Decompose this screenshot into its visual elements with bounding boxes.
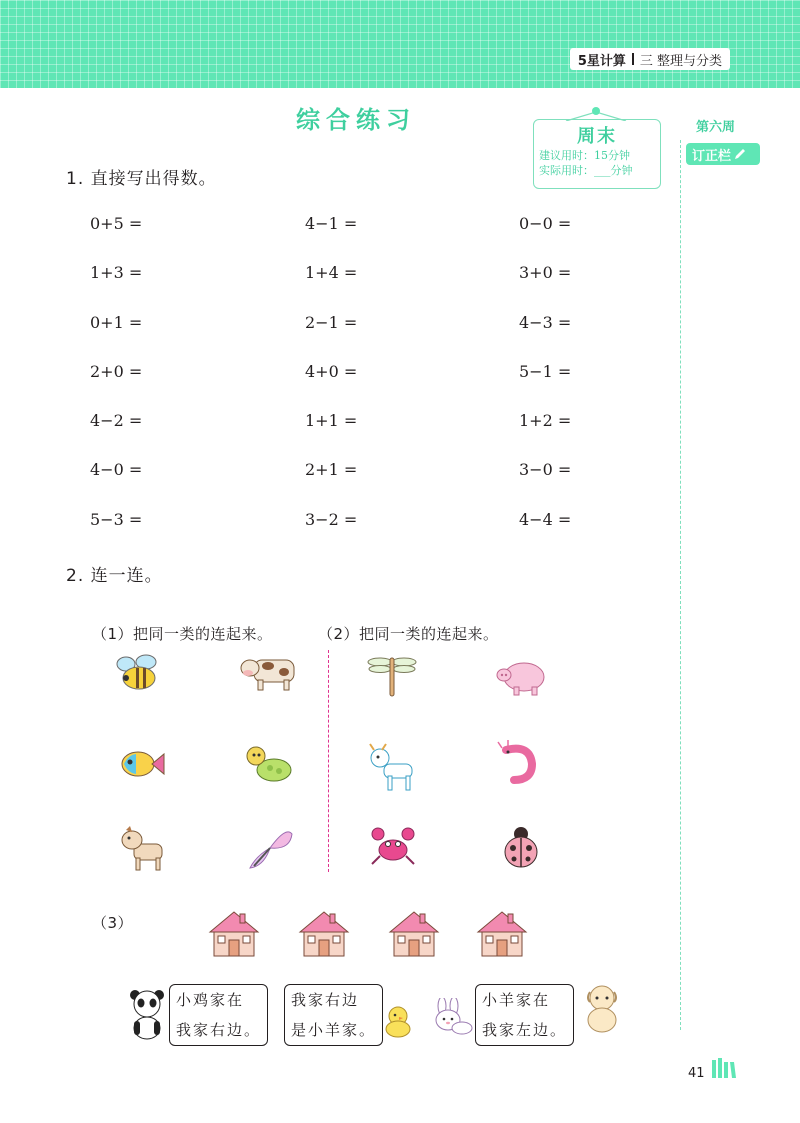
equation: 5−1 = [519, 362, 572, 381]
series-tab [570, 48, 730, 70]
actual-time: 实际用时：___分钟 [539, 164, 633, 177]
header-band [0, 0, 800, 88]
bubble-line: 小鸡家在 [176, 991, 245, 1009]
section-title: 综合练习 [296, 106, 416, 134]
equation: 4−1 = [305, 214, 358, 233]
equation: 3−2 = [305, 510, 358, 529]
equation: 0+1 = [90, 313, 143, 332]
bubble-line: 小羊家在 [482, 991, 551, 1009]
equation: 4−0 = [90, 460, 143, 479]
brand-label: 5星计算 [577, 53, 626, 69]
equation: 2+0 = [90, 362, 143, 381]
house-icon [388, 908, 440, 958]
speech-bubble [284, 984, 383, 1046]
shrimp-icon [496, 740, 542, 786]
chick-icon [382, 1004, 414, 1038]
sidebar-divider [680, 140, 681, 1030]
q1-heading: 1. 直接写出得数。 [66, 169, 217, 189]
horse-icon [118, 824, 168, 874]
equation: 3−0 = [519, 460, 572, 479]
pencil-icon [733, 147, 747, 161]
equation: 4−2 = [90, 411, 143, 430]
bee-icon [112, 650, 162, 694]
separator [632, 53, 634, 65]
part1-heading: （1）把同一类的连起来。 [92, 625, 273, 643]
equation: 1+3 = [90, 263, 143, 282]
panda-icon [128, 988, 166, 1040]
equation: 4−3 = [519, 313, 572, 332]
goat-icon [366, 742, 418, 794]
fish-icon [118, 745, 168, 783]
chapter-label: 三 整理与分类 [639, 53, 722, 69]
bubble-line: 我家右边。 [176, 1021, 262, 1039]
bubble-line: 我家右边 [291, 991, 360, 1009]
cow-icon [240, 652, 300, 692]
equation: 1+4 = [305, 263, 358, 282]
book-spines-icon [712, 1058, 736, 1078]
equation: 2+1 = [305, 460, 358, 479]
equation: 4+0 = [305, 362, 358, 381]
equation: 4−4 = [519, 510, 572, 529]
equation: 0−0 = [519, 214, 572, 233]
speech-bubble [475, 984, 574, 1046]
house-icon [476, 908, 528, 958]
dragonfly-icon [366, 652, 418, 698]
crab-icon [370, 826, 416, 866]
part3-heading: （3） [92, 914, 134, 932]
house-icon [208, 908, 260, 958]
bubble-line: 是小羊家。 [291, 1021, 377, 1039]
speech-bubble [169, 984, 268, 1046]
suggested-time: 建议用时：15分钟 [539, 149, 630, 162]
house-icon [298, 908, 350, 958]
weekend-title: 周末 [577, 126, 617, 147]
hang-dot-icon [592, 107, 600, 115]
butterfly-icon [246, 826, 294, 870]
part2-heading: （2）把同一类的连起来。 [318, 625, 499, 643]
pig-icon [494, 655, 548, 697]
equation: 0+5 = [90, 214, 143, 233]
sheep-icon [584, 984, 620, 1034]
bubble-line: 我家左边。 [482, 1021, 568, 1039]
page-number: 41 [688, 1066, 705, 1081]
correction-label: 订正栏 [692, 148, 732, 164]
correction-badge [686, 143, 760, 165]
equation: 5−3 = [90, 510, 143, 529]
equation: 1+1 = [305, 411, 358, 430]
q2-heading: 2. 连一连。 [66, 566, 163, 586]
equation: 1+2 = [519, 411, 572, 430]
equation: 2−1 = [305, 313, 358, 332]
turtle-icon [244, 742, 294, 786]
ladybug-icon [500, 824, 542, 870]
weekend-card [533, 119, 661, 189]
week-label: 第六周 [696, 120, 736, 135]
dashed-divider [328, 650, 329, 872]
rabbit-icon [428, 998, 474, 1036]
equation: 3+0 = [519, 263, 572, 282]
